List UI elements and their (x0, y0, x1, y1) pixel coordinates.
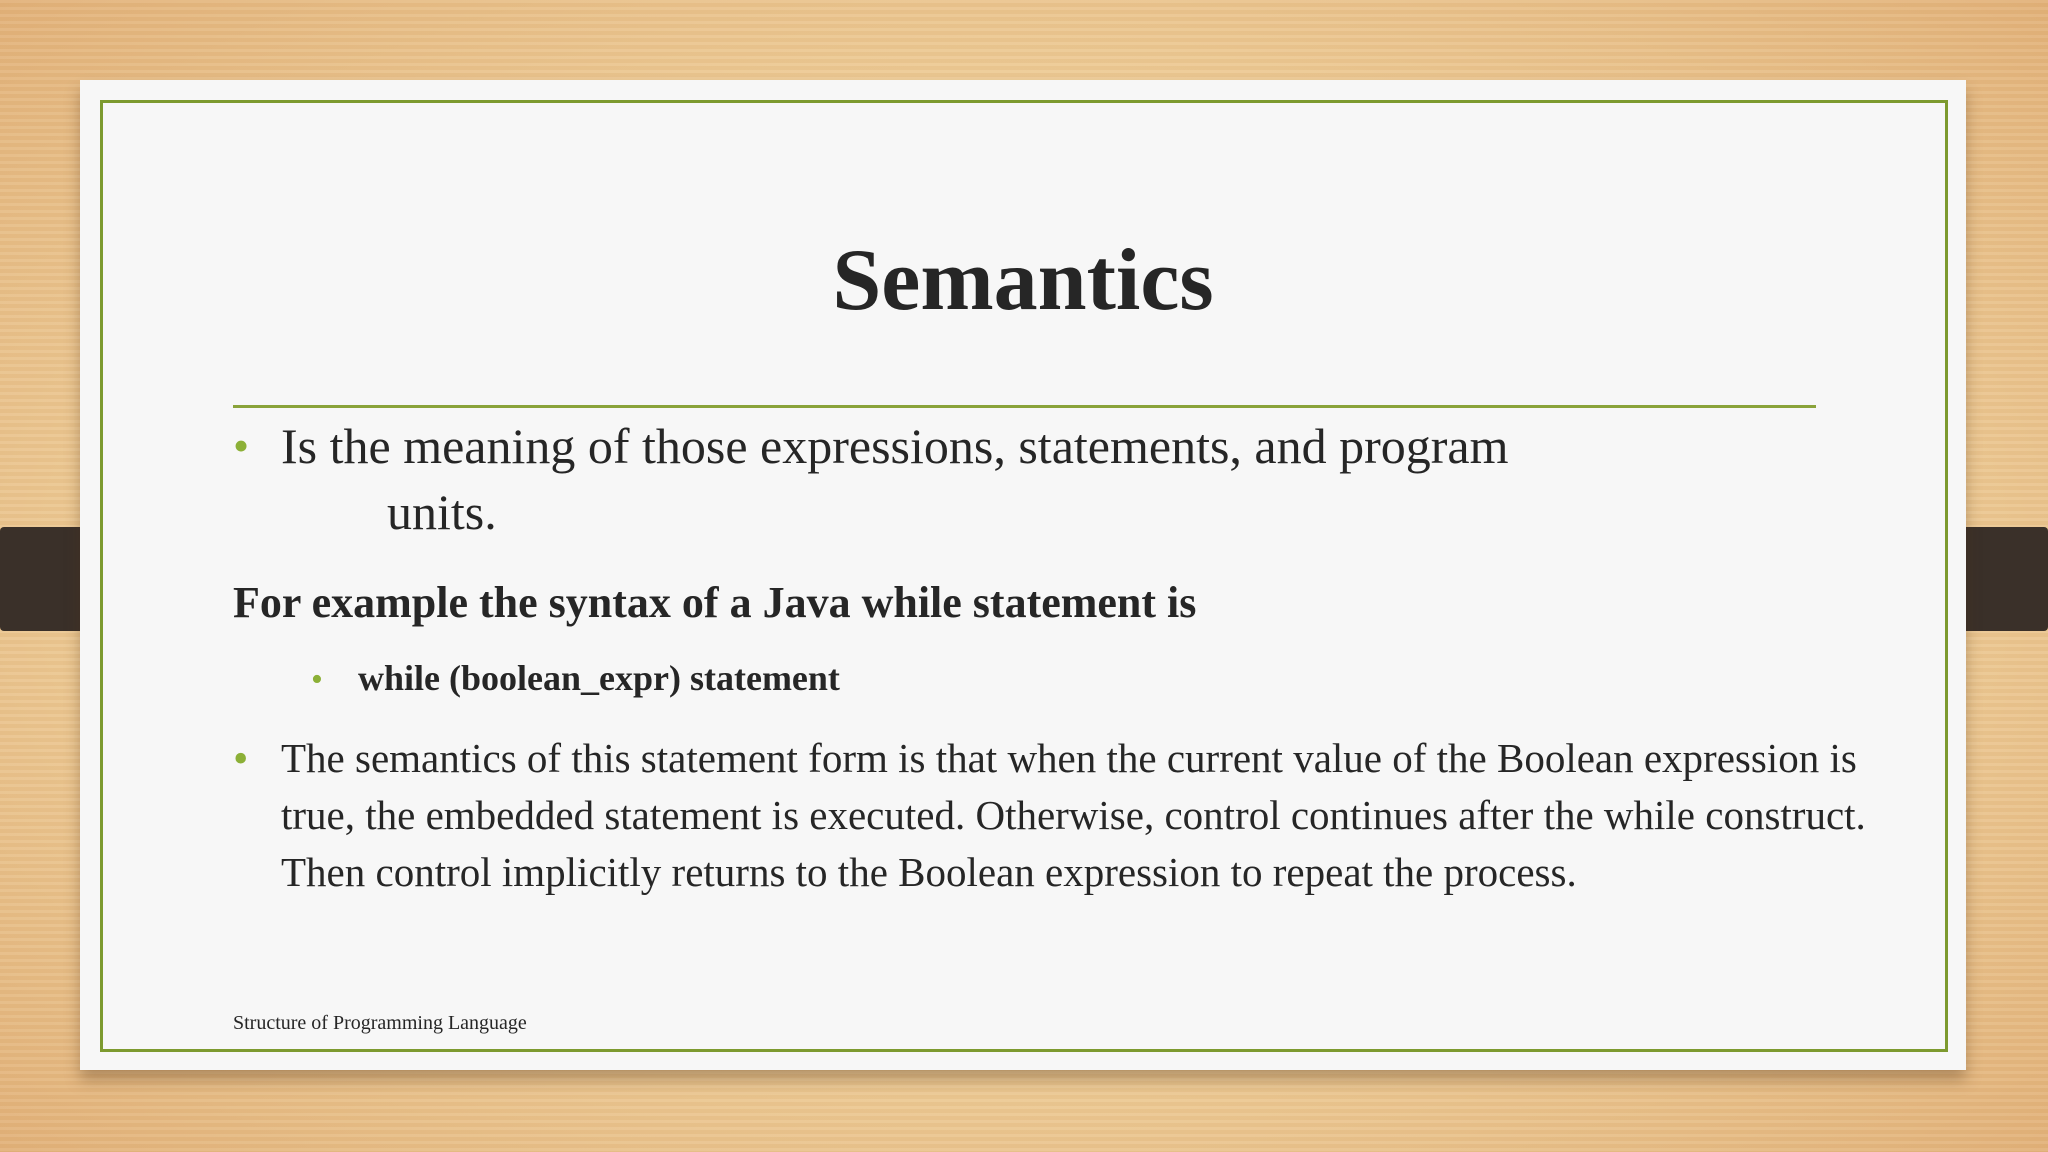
bullet-icon: • (233, 734, 249, 783)
example-code: while (boolean_expr) statement (358, 658, 840, 698)
slide-title: Semantics (832, 232, 1214, 329)
slide-footer: Structure of Programming Language (233, 1012, 527, 1034)
bullet-point-semantics: The semantics of this statement form is that when the current value of the Boolean expression is true, the embedded statement is executed. Otherwise, control continues after the while construct. Then control implicitly returns to the Boolean expression to repeat the process. (281, 735, 1866, 895)
bullet-icon: • (233, 420, 250, 471)
bullet-point-meaning-line2: units. (387, 484, 497, 540)
bullet-point-meaning (281, 413, 1681, 545)
slide (80, 80, 1966, 1070)
sub-bullet-icon: • (311, 661, 323, 698)
example-heading: For example the syntax of a Java while statement is (233, 578, 1197, 627)
title-divider (233, 405, 1816, 408)
bullet-point-meaning-line1: Is the meaning of those expressions, statements, and program (281, 418, 1509, 474)
